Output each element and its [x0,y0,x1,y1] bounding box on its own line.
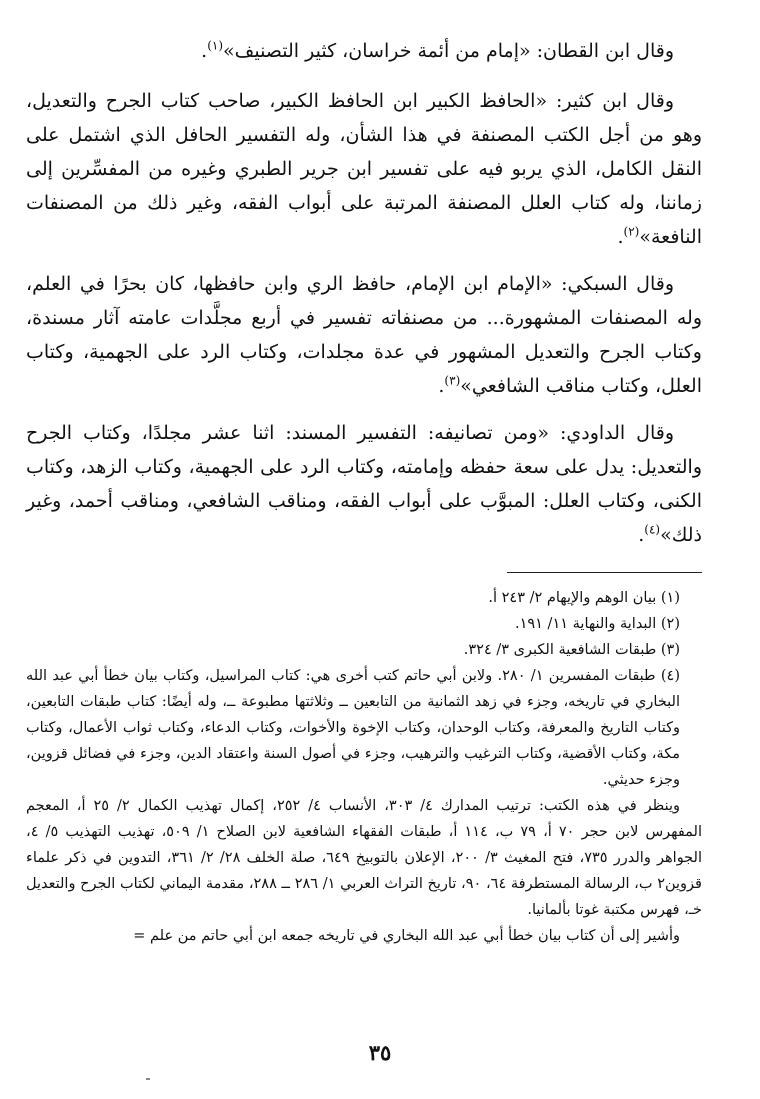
footnote-marker: (٤) [644,522,661,537]
footnote-2: (٢) البداية والنهاية ١١/ ١٩١. [514,616,680,632]
paragraph-end: . [638,524,645,546]
paragraph-text: وقال ابن كثير: «الحافظ الكبير ابن الحافظ الكبير، صاحب كتاب الجرح والتعديل، وهو من أجل الكتب المصنفة في هذا الشأن، وله التفسير الحافل الذي اشتمل على النقل الكامل، الذي يربو فيه على تفسير ابن جرير الطبري وغيره من المفسِّرين إلى زماننا، وله كتاب العلل المصنفة المرتبة على أبواب الفقه، وغير ذلك من المصنفات النافعة» [26,90,702,248]
quote-al-dawudi [26,416,702,552]
paragraph-text: وقال الداودي: «ومن تصانيفه: التفسير المسند: اثنا عشر مجلدًا، وكتاب الجرح والتعديل: يدل على سعة حفظه وإمامته، وكتاب الرد على الجهمية، وكتاب الزهد، وكتاب الكنى، وكتاب العلل: المبوَّب على أبواب الفقه، ومناقب الشافعي، ومناقب أحمد، وغير ذلك» [26,422,702,546]
footnote-separator [507,572,702,573]
paragraph-text: وقال ابن القطان: «إمام من أئمة خراسان، كثير التصنيف» [223,40,674,62]
footnote-marker: (٣) [444,373,461,388]
footnote-4-sources: وينظر في هذه الكتب: ترتيب المدارك ٤/ ٣٠٣، الأنساب ٤/ ٢٥٢، إكمال تهذيب الكمال ٢/ ٢٥ أ، المعجم المفهرس لابن حجر ٧٠ أ، ٧٩ ب، ١١٤ أ، طبقات الفقهاء الشافعية لابن الصلاح ١/ ٥٠٩، تهذيب التهذيب ٥/ ٤، الجواهر والدرر ٧٣٥، فتح المغيث ٣/ ٢٠٠، الإعلان بالتوبيخ ٦٤٩، صلة الخلف ٢٨/ ٢/ ٣٦١، التدوين في ذكر علماء قزوين٢ ب، الرسالة المستطرفة ٦٤، ٩٠، تاريخ التراث العربي ١/ ٢٨٦ ــ ٢٨٨، مقدمة اليماني لكتاب الجرح والتعديل خـ، فهرس مكتبة غوتا بألمانيا. [26,798,702,918]
paragraph-end: . [617,226,624,248]
paragraph-end: . [438,375,445,397]
paragraph-end: . [201,40,208,62]
quote-ibn-kathir [26,84,702,254]
footnotes [26,585,702,949]
quote-ibn-al-qattan [26,34,702,68]
footnote-4: (٤) طبقات المفسرين ١/ ٢٨٠. ولابن أبي حاتم كتب أخرى هي: كتاب المراسيل، وكتاب بيان خطأ أبي عبد الله البخاري في تاريخه، وجزء في زهد الثمانية من التابعين ــ وثلاثتها مطبوعة ــ، وله أيضًا: كتاب طبقات التابعين، وكتاب التاريخ والمعرفة، وكتاب الوحدان، وكتاب الإخوة والأخوات، وكتاب الدعاء، وكتاب ثواب الأعمال، وكتاب مكة، وكتاب الأقضية، وكتاب الترغيب والترهيب، وجزء في أصول السنة واعتقاد الدين، وجزء في فضائل قزوين، وجزء حديثي. [26,668,680,788]
paragraph-text: وقال السبكي: «الإمام ابن الإمام، حافظ الري وابن حافظها، كان بحرًا في العلم، وله المصنفات المشهورة... من مصنفاته تفسير في أربع مجلَّدات عامته آثار مسندة، وكتاب الجرح والتعديل المشهور في عدة مجلدات، وكتاب الرد على الجهمية، وكتاب العلل، وكتاب مناقب الشافعي» [26,273,702,397]
footnote-1: (١) بيان الوهم والإيهام ٢/ ٢٤٣ أ. [488,590,680,606]
page-number: ٣٥ [368,1040,392,1065]
quote-al-subki [26,267,702,403]
footnote-marker: (١) [207,38,224,53]
footnote-4-continued: وأشير إلى أن كتاب بيان خطأ أبي عبد الله البخاري في تاريخه جمعه ابن أبي حاتم من علم = [133,928,680,944]
footnote-3: (٣) طبقات الشافعية الكبرى ٣/ ٣٢٤. [463,642,680,658]
footnote-marker: (٢) [623,224,640,239]
scan-speck [146,1078,150,1080]
